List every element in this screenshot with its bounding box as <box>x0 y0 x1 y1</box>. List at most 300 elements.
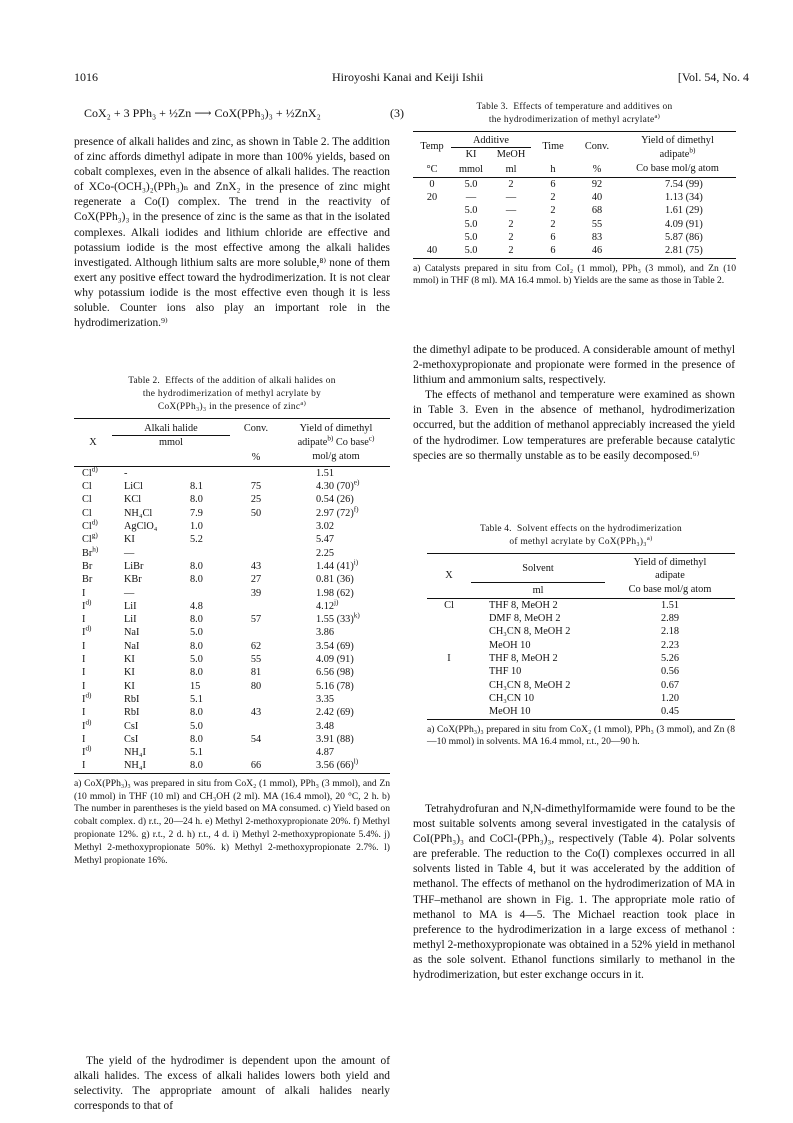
right-paragraph-2: The effects of methanol and temperature were examined as shown in Table 3. Even in the absence of methanol, hydrodimerization occurred, but the addition of methanol appreciably increased the yield of the hydrodimer. Low temperatures are preferable because catalytic species are so thermally unstable as to be easily decomposed.⁶⁾ <box>413 389 735 462</box>
t4-cell-solvent: MeOH 10 <box>489 706 531 718</box>
t2-yield-value: 4.30 (70) <box>316 481 354 493</box>
table-2-caption-line-2: the hydrodimerization of methyl acrylate by <box>142 389 322 399</box>
t2-col-yield-2-mark: b) <box>327 434 334 443</box>
t2-cell-mmol <box>188 587 230 600</box>
table-4-footnote: a) CoX(PPh₃)₃ prepared in situ from CoX₂ (1 mmol), PPh₃ (3 mmol), and Zn (8—10 mmol) in solvents. MA 16.4 mmol, r.t., 20—90 h. <box>427 723 735 748</box>
t2-cell-x <box>74 480 112 493</box>
t2-x-value: Cl <box>82 467 92 479</box>
t2-cell-salt: — <box>124 587 135 599</box>
t2-cell-mmol: 8.0 <box>190 574 203 586</box>
t2-cell-yield <box>282 759 390 773</box>
table-row <box>74 600 390 613</box>
t2-cell-salt: NaI <box>124 640 140 652</box>
t2-col-yield-3-mark: c) <box>368 434 375 443</box>
t2-cell-conv <box>230 693 282 706</box>
t2-cell-x <box>74 746 112 759</box>
t2-yield-value: 1.98 (62) <box>316 587 354 599</box>
t4-cell-solvent: CH₃CN 10 <box>489 692 535 704</box>
table-3-grid <box>413 131 736 259</box>
t3-cell-time: 6 <box>550 232 556 244</box>
table-row <box>74 653 390 666</box>
t2-cell-conv: 43 <box>250 560 262 572</box>
t2-cell-yield <box>282 720 390 733</box>
t2-yield-mark: f) <box>353 505 359 514</box>
t2-cell-yield <box>282 480 390 493</box>
t2-cell-x <box>74 560 112 573</box>
t2-cell-mmol: 15 <box>190 680 201 692</box>
t2-cell-conv: 80 <box>250 680 262 692</box>
t2-cell-conv <box>230 626 282 639</box>
t2-x-mark: g) <box>91 531 98 540</box>
t2-col-yield-3: Co base <box>335 437 369 449</box>
t2-cell-mmol: 4.8 <box>190 600 203 612</box>
t2-cell-salt: CsI <box>124 720 139 732</box>
t3-cell-yield: 5.87 (86) <box>665 232 703 244</box>
t2-x-mark: d) <box>85 691 92 700</box>
t2-x-value: I <box>82 680 86 692</box>
table-2-label: Table 2. <box>128 376 160 386</box>
t2-col-x: X <box>89 436 97 448</box>
t3-cell-meoh: 2 <box>508 178 514 190</box>
t2-cell-yield <box>282 693 390 706</box>
t2-cell-x <box>74 613 112 626</box>
t4-cell-solvent: CH₃CN 8, MeOH 2 <box>489 679 571 691</box>
table-row <box>74 626 390 639</box>
t2-yield-value: 4.12 <box>316 600 335 612</box>
table-row <box>74 759 390 773</box>
table-2-footnote: a) CoX(PPh₃)₃ was prepared in situ from CoX₂ (1 mmol), PPh₃ (3 mmol), and Zn (10 mmol) in THF (10 ml) and CH₃OH (2 ml). MA (16.4 mmol), 20 °C, 2 h. b) The number in parentheses is the yield based on MA consumed. c) Yield based on cobalt complex. d) r.t., 20—24 h. e) Methyl 2-methoxypropionate 20%. f) Methyl propionate 12%. g) r.t., 2 d. h) r.t., 4 d. i) Methyl 2-methoxypropionate 5.4%. j) Methyl 2-methoxypropionate 50%. k) Methyl 2-methoxypropionate 2.7%. l) Methyl propionate 16%. <box>74 777 390 866</box>
t2-cell-salt: KBr <box>124 574 142 586</box>
t2-x-value: Br <box>82 560 93 572</box>
t2-cell-yield <box>282 560 390 573</box>
t4-col-solvent: Solvent <box>522 563 554 575</box>
t2-x-mark: d) <box>91 465 98 474</box>
t3-cell-temp <box>413 231 451 244</box>
t4-cell-solvent: CH₃CN 8, MeOH 2 <box>489 626 571 638</box>
table-row <box>74 666 390 679</box>
t2-cell-mmol: 8.0 <box>190 614 203 626</box>
t2-cell-salt: LiCl <box>124 481 143 493</box>
table-3-caption-line-1: Effects of temperature and additives on <box>513 102 673 112</box>
table-row <box>427 598 735 612</box>
t4-cell-solvent: THF 10 <box>489 666 522 678</box>
t2-yield-mark: e) <box>353 478 360 487</box>
table-row <box>413 218 736 231</box>
table-2-body <box>74 466 390 773</box>
t4-cell-x: I <box>447 653 451 665</box>
t2-cell-conv: 54 <box>250 733 262 745</box>
t4-cell-x <box>427 639 471 652</box>
t2-col-yield-4: mol/g atom <box>312 450 360 462</box>
t3-cell-ki: 5.0 <box>464 218 478 230</box>
t2-cell-yield <box>282 680 390 693</box>
t2-cell-mmol: 8.0 <box>190 760 203 772</box>
t3-col-yield-1: Yield of dimethyl <box>641 135 714 147</box>
t2-cell-x <box>74 720 112 733</box>
t3-cell-ki: 5.0 <box>464 205 478 217</box>
t3-col-conv: Conv. <box>584 141 610 153</box>
t2-cell-x <box>74 759 112 773</box>
t3-col-yield-3: Co base mol/g atom <box>636 162 719 174</box>
t2-x-value: I <box>82 747 86 759</box>
table-3-caption-line-2: the hydrodimerization of methyl acrylate <box>488 115 655 125</box>
t2-cell-x <box>74 466 112 480</box>
t3-cell-time: 6 <box>550 178 556 190</box>
t2-cell-mmol: 8.0 <box>190 707 203 719</box>
table-2-caption-line-1: Effects of the addition of alkali halides on <box>165 376 336 386</box>
t2-yield-value: 1.55 (33) <box>316 614 354 626</box>
t2-cell-yield <box>282 520 390 533</box>
t3-cell-temp: 20 <box>426 192 438 204</box>
t4-cell-yield: 0.56 <box>660 666 680 678</box>
t2-x-value: I <box>82 733 86 745</box>
t2-cell-x <box>74 653 112 666</box>
table-row <box>413 177 736 191</box>
table-3-caption-mark: a) <box>654 112 661 120</box>
t2-cell-mmol: 5.0 <box>190 720 203 732</box>
t2-col-conv-unit: % <box>251 452 261 464</box>
table-2-caption-mark: a) <box>300 399 307 407</box>
table-row <box>427 665 735 678</box>
t2-cell-salt: NH₄I <box>124 760 146 772</box>
t3-cell-temp: 0 <box>429 178 435 190</box>
table-row <box>427 705 735 719</box>
t3-cell-time: 6 <box>550 245 556 257</box>
t2-cell-x <box>74 693 112 706</box>
t4-cell-yield: 2.89 <box>660 613 680 625</box>
t3-cell-temp <box>413 218 451 231</box>
table-row <box>74 466 390 480</box>
t2-cell-x <box>74 547 112 560</box>
t2-yield-value: 0.81 (36) <box>316 574 354 586</box>
table-row <box>427 612 735 625</box>
t3-col-time: Time <box>542 141 564 153</box>
t2-col-yield-2-wrap <box>282 436 390 450</box>
t3-cell-yield: 1.61 (29) <box>665 205 703 217</box>
table-row <box>74 480 390 493</box>
t3-cell-time: 2 <box>550 205 556 217</box>
t3-col-time-unit: h <box>550 163 556 175</box>
t4-cell-x: Cl <box>444 599 454 611</box>
table-4 <box>427 523 735 749</box>
t2-yield-value: 3.91 (88) <box>316 733 354 745</box>
t2-cell-x <box>74 573 112 586</box>
left-body-text <box>74 135 390 331</box>
table-row <box>74 493 390 506</box>
t2-cell-mmol: 8.1 <box>190 481 203 493</box>
table-4-caption-line-1: Solvent effects on the hydrodimerization <box>517 524 682 534</box>
t2-cell-conv: 39 <box>250 587 262 599</box>
t2-cell-mmol: 8.0 <box>190 640 203 652</box>
t3-cell-conv: 46 <box>591 245 603 257</box>
table-4-caption-mark: a) <box>646 534 653 542</box>
t3-cell-yield: 2.81 (75) <box>665 245 703 257</box>
t4-col-x: X <box>445 570 453 582</box>
t3-col-ki-unit: mmol <box>458 163 484 175</box>
t2-yield-value: 3.35 <box>316 693 335 705</box>
t2-cell-mmol: 5.0 <box>190 627 203 639</box>
t2-yield-value: 5.16 (78) <box>316 680 354 692</box>
t2-yield-value: 5.47 <box>316 534 335 546</box>
t2-cell-conv <box>230 600 282 613</box>
t2-cell-yield <box>282 626 390 639</box>
t2-cell-salt: NaI <box>124 627 140 639</box>
t2-cell-mmol: 7.9 <box>190 507 203 519</box>
t3-cell-meoh: 2 <box>508 245 514 257</box>
t2-yield-value: 2.25 <box>316 547 335 559</box>
t2-cell-mmol: 5.0 <box>190 654 203 666</box>
t2-cell-conv <box>230 547 282 560</box>
t2-cell-salt: AgClO₄ <box>124 521 158 533</box>
t2-cell-mmol: 5.2 <box>190 534 203 546</box>
table-row <box>413 204 736 217</box>
t3-col-yield-2-mark: b) <box>689 146 696 155</box>
t4-cell-solvent: DMF 8, MeOH 2 <box>489 613 561 625</box>
table-row <box>74 693 390 706</box>
t2-cell-salt: - <box>124 467 128 479</box>
table-row <box>74 520 390 533</box>
t2-cell-conv: 50 <box>250 507 262 519</box>
t2-cell-salt: LiBr <box>124 560 144 572</box>
equation-number: (3) <box>390 106 404 120</box>
t2-cell-salt: LiI <box>124 600 137 612</box>
t4-cell-x <box>427 692 471 705</box>
table-3-label: Table 3. <box>476 102 509 112</box>
t4-cell-solvent: MeOH 10 <box>489 639 531 651</box>
t2-cell-yield <box>282 746 390 759</box>
t2-cell-mmol <box>188 547 230 560</box>
table-row <box>74 507 390 520</box>
t2-yield-mark: l) <box>353 758 359 766</box>
t2-col-alkali: Alkali halide <box>144 423 198 434</box>
t3-col-additive: Additive <box>472 135 510 146</box>
t4-cell-solvent: THF 8, MeOH 2 <box>489 653 558 665</box>
t4-cell-yield: 5.26 <box>660 653 680 665</box>
t2-cell-mmol <box>188 466 230 480</box>
right-paragraph-1: the dimethyl adipate to be produced. A considerable amount of methyl 2-methoxypropionate and propionate were formed in the presence of lithium and ammonium salts, respectively. <box>413 344 735 387</box>
table-4-label: Table 4. <box>480 524 512 534</box>
t2-x-value: I <box>82 720 86 732</box>
t2-x-mark: h) <box>92 545 99 554</box>
table-row <box>74 680 390 693</box>
t2-x-value: Cl <box>82 534 92 546</box>
t2-x-value: I <box>82 654 86 666</box>
t2-cell-conv <box>230 466 282 480</box>
table-2-caption-line-3: CoX(PPh₃)₃ in the presence of zinc <box>157 402 301 412</box>
t2-cell-conv: 57 <box>250 614 262 626</box>
t2-cell-x <box>74 640 112 653</box>
table-row <box>427 692 735 705</box>
table-row <box>427 679 735 692</box>
left-paragraph-1: presence of alkali halides and zinc, as shown in Table 2. The addition of zinc affords dimethyl adipate in more than 100% yields, based on cobalt complexes, even in the absence of alkali halides. The reaction of XCo-(OCH₃)₂(PPh₃)ₙ and ZnX₂ in the presence of zinc might regenerate a Co(I) complex. The trend in the reactivity of CoX(PPh₃)₃ in the presence of zinc is the same as that in the isolated complexes. Alkali iodides and lithium chloride are effective and potassium iodide is the most effective among the alkali halides investigated. Although lithium salts are more soluble,⁸⁾ none of them exert any positive effect toward the hydrodimerization. It is not clear why potassium iodide is the most effective even though it is less soluble. Counter ions also play an important role in the hydrodimerization.⁹⁾ <box>74 136 390 330</box>
t2-cell-salt: NH₄Cl <box>124 507 153 519</box>
t3-col-ki: KI <box>451 148 491 162</box>
table-3 <box>413 101 736 288</box>
t3-col-temp: Temp <box>420 141 444 153</box>
t2-cell-yield <box>282 653 390 666</box>
t4-cell-solvent: THF 8, MeOH 2 <box>489 599 558 611</box>
t2-cell-x <box>74 493 112 506</box>
t2-cell-salt: KCl <box>124 494 142 506</box>
t2-x-value: I <box>82 627 86 639</box>
t3-cell-conv: 68 <box>591 205 603 217</box>
t2-cell-yield <box>282 706 390 719</box>
t4-cell-yield: 2.18 <box>660 626 680 638</box>
t2-x-value: Cl <box>82 507 92 519</box>
t3-cell-conv: 55 <box>591 218 603 230</box>
table-2-caption <box>74 375 390 414</box>
t2-yield-value: 3.48 <box>316 720 335 732</box>
table-3-caption <box>413 101 736 127</box>
t2-cell-salt: KI <box>124 680 135 692</box>
t2-cell-x <box>74 680 112 693</box>
table-4-body <box>427 598 735 719</box>
t2-cell-conv: 27 <box>250 574 262 586</box>
t4-cell-yield: 0.45 <box>660 706 680 718</box>
t2-cell-yield <box>282 507 390 520</box>
t4-col-yield-1: Yield of dimethyl <box>633 557 707 568</box>
t2-cell-x <box>74 626 112 639</box>
t3-cell-yield: 4.09 (91) <box>665 218 703 230</box>
t3-col-yield-2-wrap <box>619 148 736 162</box>
t2-cell-yield <box>282 733 390 746</box>
t2-x-value: Br <box>82 547 93 559</box>
t2-cell-conv <box>230 533 282 546</box>
t2-cell-conv: 81 <box>250 667 262 679</box>
t2-yield-value: 3.86 <box>316 627 335 639</box>
t3-cell-time: 2 <box>550 192 556 204</box>
t2-x-value: Cl <box>82 481 92 493</box>
equation-3 <box>84 104 404 126</box>
t2-x-value: I <box>82 667 86 679</box>
right-bottom-text <box>413 802 735 983</box>
t2-x-value: Cl <box>82 494 92 506</box>
t2-x-value: Br <box>82 574 93 586</box>
t3-col-yield-2: adipate <box>659 149 690 161</box>
t2-cell-yield <box>282 640 390 653</box>
t2-cell-yield <box>282 547 390 560</box>
t2-yield-value: 4.09 (91) <box>316 654 354 666</box>
table-row <box>74 613 390 626</box>
table-row <box>74 533 390 546</box>
right-body-text <box>413 343 735 464</box>
table-4-caption-line-2: of methyl acrylate by CoX(PPh₃)₃ <box>509 537 647 547</box>
t4-cell-yield: 1.20 <box>660 692 680 704</box>
t2-cell-conv: 55 <box>250 654 262 666</box>
t4-cell-yield: 0.67 <box>660 679 680 691</box>
table-2 <box>74 375 390 867</box>
t2-yield-value: 1.44 (41) <box>316 560 354 572</box>
t3-cell-conv: 92 <box>591 178 603 190</box>
t2-x-value: I <box>82 640 86 652</box>
t2-x-value: I <box>82 587 86 599</box>
table-row <box>74 640 390 653</box>
t2-cell-x <box>74 706 112 719</box>
t2-col-yield-1: Yield of dimethyl <box>299 423 373 435</box>
t2-x-value: I <box>82 760 86 772</box>
t2-cell-salt: KI <box>124 667 135 679</box>
t3-col-meoh-unit: ml <box>505 163 517 175</box>
t4-col-yield-2: adipate <box>655 570 685 582</box>
t2-yield-mark: i) <box>353 558 359 567</box>
t2-cell-mmol: 8.0 <box>190 667 203 679</box>
t4-cell-x <box>427 665 471 678</box>
t2-cell-yield <box>282 533 390 546</box>
t2-cell-salt: — <box>124 547 135 559</box>
running-header <box>74 70 749 86</box>
t2-cell-salt: NH₄I <box>124 747 146 759</box>
t2-cell-yield <box>282 466 390 480</box>
t3-cell-ki: 5.0 <box>464 232 478 244</box>
table-row <box>74 720 390 733</box>
table-row <box>413 191 736 204</box>
t2-cell-salt: LiI <box>124 614 137 626</box>
header-authors: Hiroyoshi Kanai and Keiji Ishii <box>332 70 484 84</box>
t2-cell-yield <box>282 666 390 679</box>
table-row <box>427 652 735 665</box>
t2-yield-value: 3.56 (66) <box>316 760 354 772</box>
right-bottom-paragraph: Tetrahydrofuran and N,N-dimethylformamide were found to be the most suitable solvents among several investigated in the catalysis of CoI(PPh₃)₃ and CoCl-(PPh₃)₃, respectively (Table 4). Polar solvents are preferable. The reduction to the Co(I) complexes occurred in all solvents listed in Table 4, but it was accelerated by the addition of methanol. The effects of methanol on the hydrodimerization of MA in THF–methanol are shown in Fig. 1. The appropriate mole ratio of methanol to MA is 4—5. The Michael reaction took place in preference to the hydrodimerization in a large excess of methanol : methyl 2-methoxypropionate was obtained in a 52% yield in methanol as the sole solvent. Ethanol functions similarly to methanol in the hydrodimerization, but ester exchange occurs in it. <box>413 803 735 982</box>
t4-col-solvent-unit: ml <box>471 583 605 599</box>
t2-cell-conv: 75 <box>250 481 262 493</box>
t2-cell-x <box>74 733 112 746</box>
table-row <box>74 573 390 586</box>
t3-cell-ki: 5.0 <box>464 245 478 257</box>
t3-cell-ki: 5.0 <box>464 178 478 190</box>
t2-x-mark: d) <box>85 598 92 607</box>
table-row <box>74 733 390 746</box>
t2-col-conv: Conv. <box>243 423 269 435</box>
table-row <box>74 560 390 573</box>
t2-yield-value: 1.51 <box>316 467 335 479</box>
t2-cell-x <box>74 600 112 613</box>
t3-cell-yield: 1.13 (34) <box>665 192 703 204</box>
t2-x-value: I <box>82 614 86 626</box>
t2-yield-mark: k) <box>353 611 360 620</box>
t2-x-mark: d) <box>85 744 92 753</box>
table-row <box>74 547 390 560</box>
t2-cell-yield <box>282 573 390 586</box>
t2-x-value: I <box>82 707 86 719</box>
t3-cell-meoh: 2 <box>508 218 514 230</box>
t2-cell-conv <box>230 746 282 759</box>
t2-cell-yield <box>282 493 390 506</box>
t2-cell-salt: RbI <box>124 693 140 705</box>
t2-cell-conv: 62 <box>250 640 262 652</box>
t2-x-value: I <box>82 693 86 705</box>
t2-x-mark: d) <box>91 518 98 527</box>
t2-cell-conv: 66 <box>250 760 262 772</box>
table-row <box>413 231 736 244</box>
t4-cell-x <box>427 679 471 692</box>
t3-cell-ki: — <box>465 192 477 204</box>
t2-cell-salt: CsI <box>124 733 139 745</box>
table-4-caption <box>427 523 735 549</box>
table-row <box>74 706 390 719</box>
t2-cell-yield <box>282 600 390 613</box>
t2-cell-mmol: 5.1 <box>190 693 203 705</box>
table-row <box>74 746 390 759</box>
t3-cell-meoh: 2 <box>508 232 514 244</box>
t2-yield-value: 4.87 <box>316 747 335 759</box>
table-2-grid <box>74 418 390 774</box>
t2-yield-value: 2.42 (69) <box>316 707 354 719</box>
t3-cell-conv: 40 <box>591 192 603 204</box>
t2-cell-conv <box>230 520 282 533</box>
t3-cell-temp: 40 <box>426 245 438 257</box>
t2-cell-salt: KI <box>124 534 135 546</box>
t4-cell-yield: 1.51 <box>660 599 680 611</box>
